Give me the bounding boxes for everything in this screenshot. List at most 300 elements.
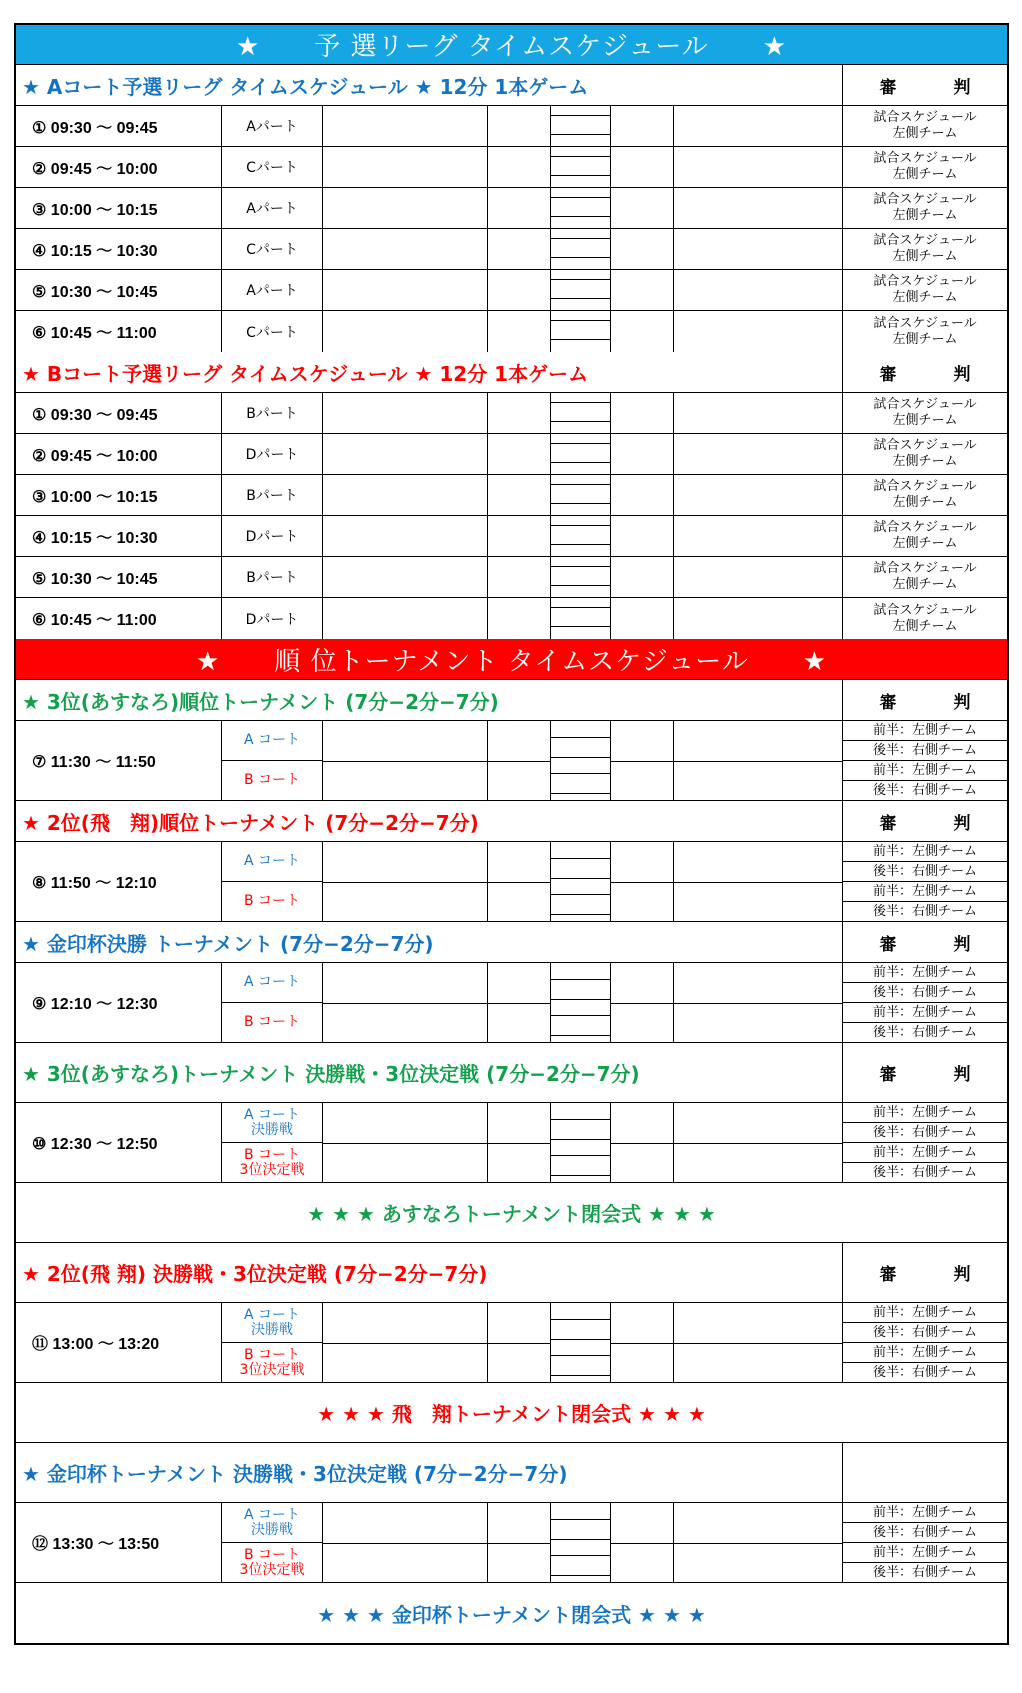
score-divider-cell (551, 434, 611, 474)
team-cell (323, 270, 488, 310)
score-line (551, 585, 610, 586)
score-divider-cell (551, 1503, 611, 1582)
match-part: Aパート (222, 270, 323, 310)
match-row (16, 311, 1007, 352)
score-line (551, 484, 610, 485)
court-a-sub: 決勝戦 (251, 1321, 293, 1338)
score-line (551, 197, 610, 198)
score-cell (611, 393, 674, 433)
score-cell (488, 393, 551, 433)
court-cell (222, 963, 323, 1042)
score-cell (611, 963, 674, 1042)
half-label: 後半：右側チーム (843, 1523, 1007, 1543)
score-line (551, 462, 610, 463)
team-cell (323, 311, 488, 352)
match-time: ⑪ 13:00 ～ 13:20 (16, 1303, 222, 1382)
half-labels (843, 963, 1007, 1042)
court-b-header (16, 352, 1007, 393)
score-cell (488, 106, 551, 146)
court-b-sub: 3位決定戦 (239, 1561, 305, 1578)
score-line (551, 320, 610, 321)
score-line (551, 1175, 610, 1176)
score-cell (611, 311, 674, 352)
score-divider-cell (551, 393, 611, 433)
t1-match-row (16, 963, 1007, 1043)
match-row (16, 229, 1007, 270)
half-label: 後半：右側チーム (872, 1564, 977, 1580)
referee-note-line: 試合スケジュール (873, 274, 977, 289)
court-b-sub: 3位決定戦 (239, 1161, 305, 1178)
referee-note (843, 434, 1007, 474)
team-cell (323, 1303, 488, 1382)
score-line (551, 737, 610, 738)
match-time: ④ 10:15 ～ 10:30 (16, 516, 222, 556)
t2-title: ★ 2位(飛 翔)順位トーナメント (7分−2分−7分) (16, 801, 843, 841)
court-b-label: B コート (243, 1146, 301, 1163)
score-line (551, 914, 610, 915)
score-line (551, 443, 610, 444)
team-cell (323, 106, 488, 146)
t1-title: ★ 金印杯決勝 トーナメント (7分−2分−7分) (16, 922, 843, 962)
court-a-match-list (16, 106, 1007, 352)
score-divider-cell (551, 147, 611, 187)
team-cell (674, 106, 843, 146)
match-time: ④ 10:15 ～ 10:30 (16, 229, 222, 269)
f2-header (16, 1243, 1007, 1303)
team-cell (323, 147, 488, 187)
score-line (551, 257, 610, 258)
score-line (551, 773, 610, 774)
score-cell (488, 1303, 551, 1382)
court-cell (222, 721, 323, 800)
team-cell (674, 1503, 843, 1582)
match-part: Aパート (222, 106, 323, 146)
court-cell (222, 1303, 323, 1382)
f2-title: ★ 2位(飛 翔) 決勝戦・3位決定戦 (7分−2分−7分) (16, 1243, 843, 1302)
score-line (551, 216, 610, 217)
t3-header (16, 680, 1007, 721)
team-cell (674, 311, 843, 352)
court-a-label: A コート (243, 1506, 301, 1523)
score-line (551, 979, 610, 980)
score-line (551, 858, 610, 859)
referee-label: 審 判 (879, 1065, 991, 1085)
team-cell (674, 229, 843, 269)
score-cell (611, 270, 674, 310)
match-part: Cパート (222, 229, 323, 269)
score-divider-cell (551, 106, 611, 146)
score-line (551, 757, 610, 758)
score-cell (611, 434, 674, 474)
referee-note-line: 左側チーム (892, 577, 958, 592)
half-label: 前半：左側チーム (843, 761, 1007, 781)
referee-label: 審 判 (879, 934, 991, 955)
match-time: ⑤ 10:30 ～ 10:45 (16, 557, 222, 597)
referee-note (843, 229, 1007, 269)
team-cell (674, 557, 843, 597)
team-cell (323, 963, 488, 1042)
referee-note (843, 475, 1007, 515)
match-part: Bパート (222, 557, 323, 597)
half-label: 前半：左側チーム (843, 721, 1007, 741)
half-label: 後半：右側チーム (843, 1323, 1007, 1343)
score-divider-cell (551, 1103, 611, 1182)
score-cell (488, 475, 551, 515)
score-line (551, 1119, 610, 1120)
team-cell (323, 721, 488, 800)
score-line (551, 894, 610, 895)
half-label: 前半：左側チーム (843, 1343, 1007, 1363)
match-row (16, 475, 1007, 516)
score-line (551, 1575, 610, 1576)
score-line (551, 115, 610, 116)
referee-note-line: 試合スケジュール (873, 233, 977, 248)
prelim-banner-text: ★ 予 選リーグ タイムスケジュール ★ (235, 32, 788, 62)
referee-blank (843, 1443, 1007, 1502)
score-line (551, 503, 610, 504)
score-cell (611, 1503, 674, 1582)
score-cell (611, 557, 674, 597)
f3-title: ★ 3位(あすなろ)トーナメント 決勝戦・3位決定戦 (7分−2分−7分) (16, 1043, 843, 1102)
score-line (551, 1015, 610, 1016)
referee-note-line: 試合スケジュール (873, 192, 977, 207)
court-b-label: B コート (243, 772, 301, 788)
score-cell (611, 147, 674, 187)
team-cell (674, 1103, 843, 1182)
court-b-title: ★ Bコート予選リーグ タイムスケジュール ★ 12分 1本ゲーム (16, 352, 843, 392)
team-cell (323, 557, 488, 597)
referee-label: 審 判 (879, 692, 991, 713)
half-labels (843, 1503, 1007, 1582)
score-line (551, 1139, 610, 1140)
referee-note-line: 左側チーム (892, 495, 958, 510)
referee-note-line: 試合スケジュール (873, 602, 977, 618)
match-time: ③ 10:00 ～ 10:15 (16, 188, 222, 228)
match-time: ② 09:45 ～ 10:00 (16, 147, 222, 187)
half-label: 後半：右側チーム (872, 1164, 977, 1180)
match-row (16, 434, 1007, 475)
referee-note-line: 試合スケジュール (873, 520, 977, 535)
court-cell (222, 1103, 323, 1182)
half-label: 後半：右側チーム (843, 862, 1007, 882)
ranking-banner (16, 639, 1007, 680)
score-divider-cell (551, 270, 611, 310)
referee-note (843, 106, 1007, 146)
score-line (551, 1035, 610, 1036)
match-time: ⑧ 11:50 ～ 12:10 (16, 842, 222, 921)
score-divider-cell (551, 516, 611, 556)
team-cell (323, 475, 488, 515)
referee-label: 審 判 (879, 1265, 991, 1285)
half-label: 前半：左側チーム (843, 1143, 1007, 1163)
team-cell (323, 188, 488, 228)
referee-note-line: 左側チーム (892, 208, 958, 223)
team-cell (674, 270, 843, 310)
referee-note (843, 188, 1007, 228)
match-time: ⑥ 10:45 ～ 11:00 (16, 311, 222, 352)
team-cell (323, 229, 488, 269)
score-divider-cell (551, 188, 611, 228)
half-label: 後半：右側チーム (843, 983, 1007, 1003)
match-part: Dパート (222, 516, 323, 556)
court-b-label: B コート (243, 1346, 301, 1363)
score-cell (488, 188, 551, 228)
referee-label: 審 判 (879, 813, 991, 834)
team-cell (674, 147, 843, 187)
referee-note (843, 270, 1007, 310)
score-line (551, 279, 610, 280)
score-cell (488, 842, 551, 921)
score-line (551, 878, 610, 879)
match-time: ⑩ 12:30 ～ 12:50 (16, 1103, 222, 1182)
half-label: 後半：右側チーム (872, 782, 977, 798)
referee-note (843, 598, 1007, 639)
court-b-sub: 3位決定戦 (239, 1361, 305, 1378)
court-a-label: A コート (243, 974, 301, 990)
team-cell (323, 516, 488, 556)
score-cell (611, 229, 674, 269)
match-row (16, 270, 1007, 311)
half-labels (843, 1303, 1007, 1382)
team-cell (323, 434, 488, 474)
t2-match-row (16, 842, 1007, 922)
score-cell (488, 516, 551, 556)
referee-note-line: 試合スケジュール (873, 315, 977, 331)
court-a-sub: 決勝戦 (251, 1121, 293, 1138)
court-a-label: A コート (243, 732, 301, 748)
match-part: Dパート (222, 434, 323, 474)
half-labels (843, 842, 1007, 921)
half-label: 前半：左側チーム (843, 882, 1007, 902)
team-cell (674, 598, 843, 639)
score-divider-cell (551, 311, 611, 352)
match-time: ① 09:30 ～ 09:45 (16, 106, 222, 146)
match-part: Bパート (222, 475, 323, 515)
half-label: 前半：左側チーム (843, 1543, 1007, 1563)
score-line (551, 238, 610, 239)
referee-note-line: 左側チーム (892, 167, 958, 182)
match-time: ⑤ 10:30 ～ 10:45 (16, 270, 222, 310)
referee-note (843, 311, 1007, 352)
f1-header (16, 1443, 1007, 1503)
score-cell (611, 1103, 674, 1182)
referee-note-line: 左側チーム (892, 290, 958, 305)
score-line (551, 421, 610, 422)
referee-note-line: 試合スケジュール (873, 110, 977, 125)
score-divider-cell (551, 557, 611, 597)
score-cell (488, 721, 551, 800)
f3-match-row (16, 1103, 1007, 1183)
half-label: 前半：左側チーム (843, 1503, 1007, 1523)
referee-note (843, 557, 1007, 597)
match-time: ③ 10:00 ～ 10:15 (16, 475, 222, 515)
ranking-banner-text: ★ 順 位トーナメント タイムスケジュール ★ (195, 646, 828, 677)
t3-match-row (16, 721, 1007, 801)
referee-note (843, 393, 1007, 433)
score-cell (488, 311, 551, 352)
match-part: Cパート (222, 311, 323, 352)
referee-note-line: 左側チーム (892, 454, 958, 469)
score-line (551, 566, 610, 567)
court-a-label: A コート (243, 853, 301, 869)
score-line (551, 1355, 610, 1356)
score-cell (488, 147, 551, 187)
court-a-header (16, 65, 1007, 106)
half-labels (843, 721, 1007, 800)
score-cell (611, 842, 674, 921)
team-cell (674, 1303, 843, 1382)
court-a-label: A コート (243, 1306, 301, 1323)
court-b-label: B コート (243, 1546, 301, 1563)
referee-note-line: 試合スケジュール (873, 479, 977, 494)
court-cell (222, 842, 323, 921)
score-line (551, 134, 610, 135)
team-cell (674, 188, 843, 228)
score-cell (611, 1303, 674, 1382)
schedule-sheet (14, 23, 1009, 1645)
score-cell (488, 1103, 551, 1182)
half-label: 後半：右側チーム (843, 741, 1007, 761)
score-line (551, 1555, 610, 1556)
match-time: ② 09:45 ～ 10:00 (16, 434, 222, 474)
match-time: ⑥ 10:45 ～ 11:00 (16, 598, 222, 639)
score-line (551, 525, 610, 526)
score-line (551, 175, 610, 176)
team-cell (674, 842, 843, 921)
match-row (16, 557, 1007, 598)
f3-closing-text: ★ ★ ★ あすなろトーナメント閉会式 ★ ★ ★ (307, 1202, 716, 1226)
referee-note (843, 516, 1007, 556)
referee-note-line: 試合スケジュール (873, 438, 977, 453)
half-label: 前半：左側チーム (843, 1003, 1007, 1023)
team-cell (674, 963, 843, 1042)
team-cell (674, 434, 843, 474)
f1-title: ★ 金印杯トーナメント 決勝戦・3位決定戦 (7分−2分−7分) (16, 1443, 843, 1502)
match-time: ⑫ 13:30 ～ 13:50 (16, 1503, 222, 1582)
court-b-label: B コート (243, 893, 301, 909)
f1-closing (16, 1583, 1007, 1643)
half-labels (843, 1103, 1007, 1182)
score-divider-cell (551, 963, 611, 1042)
referee-note-line: 左側チーム (892, 413, 958, 428)
match-row (16, 516, 1007, 557)
team-cell (323, 598, 488, 639)
score-line (551, 1339, 610, 1340)
score-cell (488, 434, 551, 474)
score-divider-cell (551, 842, 611, 921)
score-cell (488, 598, 551, 639)
score-line (551, 544, 610, 545)
score-line (551, 1155, 610, 1156)
referee-note-line: 左側チーム (892, 126, 958, 141)
score-cell (488, 557, 551, 597)
prelim-banner (16, 25, 1007, 65)
court-a-sub: 決勝戦 (251, 1521, 293, 1538)
score-cell (611, 475, 674, 515)
court-a-label: A コート (243, 1106, 301, 1123)
half-label: 前半：左側チーム (843, 842, 1007, 862)
score-line (551, 339, 610, 340)
score-cell (488, 229, 551, 269)
score-cell (611, 721, 674, 800)
score-line (551, 298, 610, 299)
f3-closing (16, 1183, 1007, 1243)
score-cell (488, 1503, 551, 1582)
score-divider-cell (551, 1303, 611, 1382)
match-time: ⑦ 11:30 ～ 11:50 (16, 721, 222, 800)
score-line (551, 999, 610, 1000)
team-cell (674, 516, 843, 556)
referee-note (843, 147, 1007, 187)
referee-note-line: 試合スケジュール (873, 561, 977, 576)
match-row (16, 393, 1007, 434)
match-part: Aパート (222, 188, 323, 228)
f1-closing-text: ★ ★ ★ 金印杯トーナメント閉会式 ★ ★ ★ (317, 1602, 706, 1627)
score-line (551, 1375, 610, 1376)
court-a-title: ★ Aコート予選リーグ タイムスケジュール ★ 12分 1本ゲーム (16, 65, 843, 105)
score-line (551, 1539, 610, 1540)
match-part: Dパート (222, 598, 323, 639)
team-cell (323, 842, 488, 921)
score-cell (611, 598, 674, 639)
score-line (551, 402, 610, 403)
team-cell (323, 393, 488, 433)
referee-label: 審 判 (879, 77, 991, 98)
referee-note-line: 左側チーム (892, 331, 958, 347)
match-row (16, 598, 1007, 639)
t2-header (16, 801, 1007, 842)
team-cell (323, 1503, 488, 1582)
referee-label: 審 判 (879, 364, 991, 385)
score-divider-cell (551, 598, 611, 639)
f3-header (16, 1043, 1007, 1103)
t3-title: ★ 3位(あすなろ)順位トーナメント (7分−2分−7分) (16, 680, 843, 720)
score-divider-cell (551, 721, 611, 800)
f2-match-row (16, 1303, 1007, 1383)
score-divider-cell (551, 229, 611, 269)
f2-closing (16, 1383, 1007, 1443)
half-label: 後半：右側チーム (872, 1024, 977, 1040)
referee-note-line: 左側チーム (892, 618, 958, 634)
match-part: Cパート (222, 147, 323, 187)
court-b-label: B コート (243, 1014, 301, 1030)
team-cell (674, 393, 843, 433)
half-label: 前半：左側チーム (843, 963, 1007, 983)
f1-match-row (16, 1503, 1007, 1583)
f2-closing-text: ★ ★ ★ 飛 翔トーナメント閉会式 ★ ★ ★ (317, 1402, 706, 1426)
team-cell (323, 1103, 488, 1182)
court-b-match-list (16, 393, 1007, 639)
score-line (551, 607, 610, 608)
score-cell (488, 963, 551, 1042)
half-label: 前半：左側チーム (843, 1303, 1007, 1323)
half-label: 後半：右側チーム (843, 1123, 1007, 1143)
score-cell (488, 270, 551, 310)
score-line (551, 793, 610, 794)
score-line (551, 156, 610, 157)
match-time: ⑨ 12:10 ～ 12:30 (16, 963, 222, 1042)
t1-header (16, 922, 1007, 963)
referee-note-line: 試合スケジュール (873, 397, 977, 412)
team-cell (674, 475, 843, 515)
court-cell (222, 1503, 323, 1582)
half-label: 後半：右側チーム (872, 903, 977, 919)
match-row (16, 188, 1007, 229)
half-label: 後半：右側チーム (872, 1364, 977, 1380)
match-time: ① 09:30 ～ 09:45 (16, 393, 222, 433)
match-row (16, 147, 1007, 188)
score-line (551, 1519, 610, 1520)
